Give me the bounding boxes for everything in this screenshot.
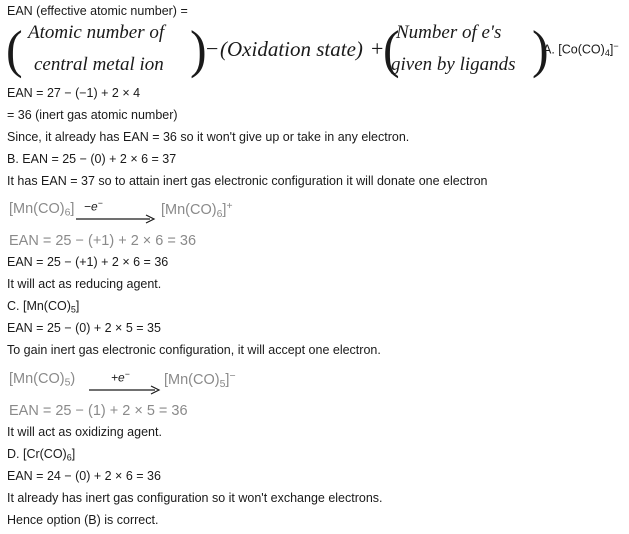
option-a-label: A. $[Co(CO)_4]^-$: [543, 41, 619, 58]
text-line-14: It already has inert gas configuration so it won't exchange electrons.: [7, 491, 383, 505]
text-line-2: = 36 (inert gas atomic number): [7, 108, 178, 122]
text-line-3: Since, it already has EAN = 36 so it won't give up or take in any electron.: [7, 130, 410, 144]
text-line-9: EAN = 25 − (0) + 2 × 5 = 35: [7, 321, 161, 335]
text-line-8: C. $[Mn(CO)_5]$: [7, 299, 80, 315]
reaction-1: [9, 201, 74, 219]
reaction-1-arrow-label: −e−: [84, 198, 103, 214]
formula-term3-line2: given by ligands: [391, 54, 516, 75]
reaction-2-reactant: $[Mn(CO)_5)$: [9, 371, 76, 389]
minus-sign: −: [206, 36, 219, 61]
text-line-11: It will act as oxidizing agent.: [7, 425, 162, 439]
formula-term3-line1: Number of e's: [396, 22, 502, 43]
reaction-2-arrow: [89, 384, 161, 396]
reaction-2-ean: EAN = 25 − (1) + 2 × 5 = 36: [9, 403, 188, 419]
reaction-1-ean: EAN = 25 − (+1) + 2 × 6 = 36: [9, 233, 197, 249]
text-line-10: To gain inert gas electronic configuration, it will accept one electron.: [7, 343, 381, 357]
text-line-1: EAN = 27 − (−1) + 2 × 4: [7, 86, 141, 100]
left-paren: (: [6, 19, 23, 79]
text-line-4: B. EAN = 25 − (0) + 2 × 6 = 37: [7, 152, 177, 166]
reaction-2: [9, 371, 75, 389]
intro-text: EAN (effective atomic number) =: [7, 4, 188, 18]
text-line-6: EAN = 25 − (+1) + 2 × 6 = 36: [7, 255, 169, 269]
reaction-1-reactant: $[Mn(CO)_6]$: [9, 201, 75, 219]
right-paren: ): [190, 19, 207, 79]
text-line-7: It will act as reducing agent.: [7, 277, 162, 291]
left-paren-2: (: [383, 19, 400, 79]
reaction-1-product: $[Mn(CO)_6]^+$: [161, 201, 233, 220]
reaction-1-arrow: [76, 213, 156, 225]
text-line-12: D. $[Cr(CO)_6]$: [7, 447, 76, 463]
reaction-2-arrow-label: +e−: [111, 369, 130, 385]
text-line-5: It has EAN = 37 so to attain inert gas electronic configuration it will donate one electron: [7, 174, 488, 188]
right-paren-2: ): [532, 19, 549, 79]
ean-formula: [6, 19, 625, 82]
text-line-15: Hence option (B) is correct.: [7, 513, 159, 527]
reaction-2-product: $[Mn(CO)_5]^-$: [164, 371, 236, 390]
formula-term2: (Oxidation state): [220, 37, 363, 61]
formula-term1-line1: Atomic number of: [28, 22, 165, 43]
plus-sign: +: [371, 36, 384, 61]
text-line-13: EAN = 24 − (0) + 2 × 6 = 36: [7, 469, 161, 483]
formula-term1-line2: central metal ion: [34, 54, 164, 75]
